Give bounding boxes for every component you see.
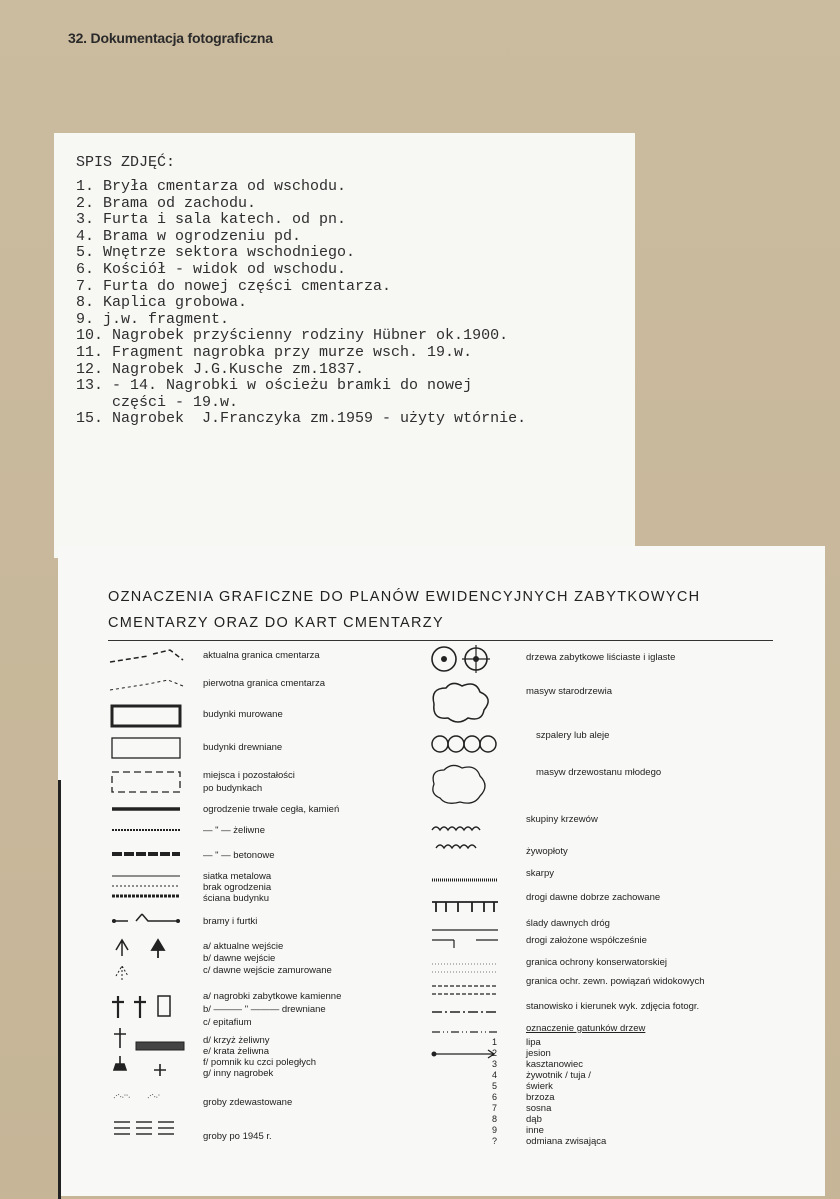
list-item: 15. Nagrobek J.Franczyka zm.1959 - użyty wtórnie. — [76, 410, 527, 428]
legend-label: bramy i furtki — [203, 916, 258, 927]
legend-title — [108, 584, 700, 636]
species-name: inne — [526, 1125, 544, 1136]
right-symbols — [428, 642, 518, 1002]
species-name: brzoza — [526, 1092, 555, 1103]
legend-label: pierwotna granica cmentarza — [203, 678, 325, 689]
species-name: kasztanowiec — [526, 1059, 584, 1070]
species-number: 7 — [492, 1103, 498, 1113]
legend-label: groby zdewastowane — [203, 1097, 293, 1108]
legend-label: żywopłoty — [526, 846, 568, 857]
species-number: ? — [492, 1136, 498, 1146]
legend-label: granica ochr. zewn. powiązań widokowych — [526, 976, 705, 987]
left-symbols — [108, 646, 208, 1146]
legend-label: c/ dawne wejście zamurowane — [203, 965, 332, 976]
legend-label: a/ nagrobki zabytkowe kamienne — [203, 991, 342, 1002]
legend-label: ogrodzenie trwałe cegła, kamień — [203, 804, 340, 815]
cross-icon — [114, 1028, 126, 1048]
legend-label: groby po 1945 r. — [203, 1131, 272, 1142]
legend-title-line-1: OZNACZENIA GRAFICZNE DO PLANÓW EWIDENCYJNYCH ZABYTKOWYCH — [108, 589, 701, 605]
right-symbols-2 — [428, 1002, 518, 1062]
legend-label: a/ aktualne wejście — [203, 941, 284, 952]
road-traces-icon — [432, 964, 498, 972]
legend-label: po budynkach — [203, 783, 263, 794]
legend-label: budynki murowane — [203, 709, 283, 720]
wooden-building-icon — [112, 738, 180, 758]
list-item: 7. Furta do nowej części cmentarza. — [76, 277, 392, 295]
legend-sheet — [58, 546, 825, 1196]
shrub-group-icon — [432, 827, 480, 848]
legend-label: — " — żeliwne — [203, 825, 265, 836]
list-item: 2. Brama od zachodu. — [76, 194, 257, 212]
legend-label: b/ ——— " ——— drewniane — [203, 1004, 326, 1015]
species-number: 1 — [492, 1037, 498, 1047]
legend-label: skupiny krzewów — [526, 814, 598, 825]
legend-title-line-2: CMENTARZY ORAZ DO KART CMENTARZY — [108, 615, 444, 631]
legend-label: drogi dawne dobrze zachowane — [526, 892, 661, 903]
species-name: dąb — [526, 1114, 542, 1125]
legend-label: f/ pomnik ku czci poległych — [203, 1057, 316, 1068]
current-boundary-icon — [110, 650, 183, 662]
species-number: 6 — [492, 1092, 498, 1102]
legend-label: — " — betonowe — [203, 850, 275, 861]
young-tree-stand-icon — [433, 765, 485, 803]
list-item: 4. Brama w ogrodzeniu pd. — [76, 227, 302, 245]
legend-label: masyw starodrzewia — [526, 686, 613, 697]
species-name: świerk — [526, 1081, 553, 1092]
species-name: żywotnik / tuja / — [526, 1070, 591, 1081]
legend-label: ściana budynku — [203, 893, 270, 904]
species-name: odmiana zwisająca — [526, 1136, 607, 1147]
legend-label: aktualna granica cmentarza — [203, 650, 320, 661]
legend-label: e/ krata żeliwna — [203, 1046, 270, 1057]
tree-avenue-icon — [432, 736, 496, 752]
species-name: jesion — [526, 1048, 551, 1059]
list-item: 13. - 14. Nagrobki w ościeżu bramki do nowej — [76, 377, 473, 395]
species-number: 9 — [492, 1125, 498, 1135]
legend-label: g/ inny nagrobek — [203, 1068, 274, 1079]
former-building-icon — [112, 772, 180, 792]
list-item: 9. j.w. fragment. — [76, 310, 230, 328]
legend-label: budynki drewniane — [203, 742, 283, 753]
legend-label: ślady dawnych dróg — [526, 918, 610, 929]
species-number: 5 — [492, 1081, 498, 1091]
legend-label: brak ogrodzenia — [203, 882, 272, 893]
legend-label: drogi założone współcześnie — [526, 935, 647, 946]
list-item: 5. Wnętrze sektora wschodniego. — [76, 244, 356, 262]
photo-list-sheet — [54, 133, 635, 558]
legend-label: masyw drzewostanu młodego — [536, 767, 662, 778]
legend-label: stanowisko i kierunek wyk. zdjęcia fotogr. — [526, 1001, 700, 1012]
slope-icon — [432, 902, 498, 912]
list-item: 12. Nagrobek J.G.Kusche zm.1837. — [76, 360, 365, 378]
photo-list — [76, 179, 526, 428]
page-header: 32. Dokumentacja fotograficzna — [68, 30, 273, 46]
legend-label: drzewa zabytkowe liściaste i iglaste — [526, 652, 676, 663]
old-tree-stand-icon — [433, 683, 488, 722]
masonry-building-icon — [112, 706, 180, 726]
legend-label: siatka metalowa — [203, 871, 272, 882]
legend-label: miejsca i pozostałości — [203, 770, 295, 781]
species-number: 8 — [492, 1114, 498, 1124]
gate-icon — [112, 914, 180, 921]
old-road-icon — [432, 930, 498, 948]
legend-label: skarpy — [526, 868, 554, 879]
entrance-icon — [116, 940, 128, 956]
legend-label: szpalery lub aleje — [536, 730, 610, 741]
list-item: części - 19.w. — [76, 393, 239, 411]
photo-list-title: SPIS ZDJĘĆ: — [76, 154, 176, 171]
species-name: sosna — [526, 1103, 552, 1114]
species-number: 4 — [492, 1070, 498, 1080]
photo-point-icon — [434, 1050, 494, 1058]
devastated-graves-icon — [114, 1094, 160, 1098]
list-item: 6. Kościół - widok od wschodu. — [76, 260, 347, 278]
list-item: 10. Nagrobek przyścienny rodziny Hübner ok.1900. — [76, 327, 509, 345]
modern-road-icon — [432, 986, 498, 994]
postwar-graves-icon — [114, 1122, 174, 1134]
original-boundary-icon — [110, 680, 183, 690]
species-number: 3 — [492, 1059, 498, 1069]
species-number: 2 — [492, 1048, 498, 1058]
species-name: lipa — [526, 1037, 541, 1048]
list-item: 1. Bryła cmentarza od wschodu. — [76, 178, 347, 195]
species-heading: oznaczenie gatunków drzew — [526, 1023, 646, 1034]
tombstone-icon — [112, 996, 146, 1018]
legend-label: c/ epitafium — [203, 1017, 252, 1028]
legend-label: d/ krzyż żeliwny — [203, 1035, 270, 1046]
legend-label: b/ dawne wejście — [203, 953, 276, 964]
title-rule — [108, 640, 773, 641]
list-item: 11. Fragment nagrobka przy murze wsch. 19.w. — [76, 343, 473, 361]
binding-rule — [58, 780, 61, 1199]
list-item: 8. Kaplica grobowa. — [76, 294, 248, 312]
list-item: 3. Furta i sala katech. od pn. — [76, 211, 347, 229]
legend-label: granica ochrony konserwatorskiej — [526, 957, 667, 968]
